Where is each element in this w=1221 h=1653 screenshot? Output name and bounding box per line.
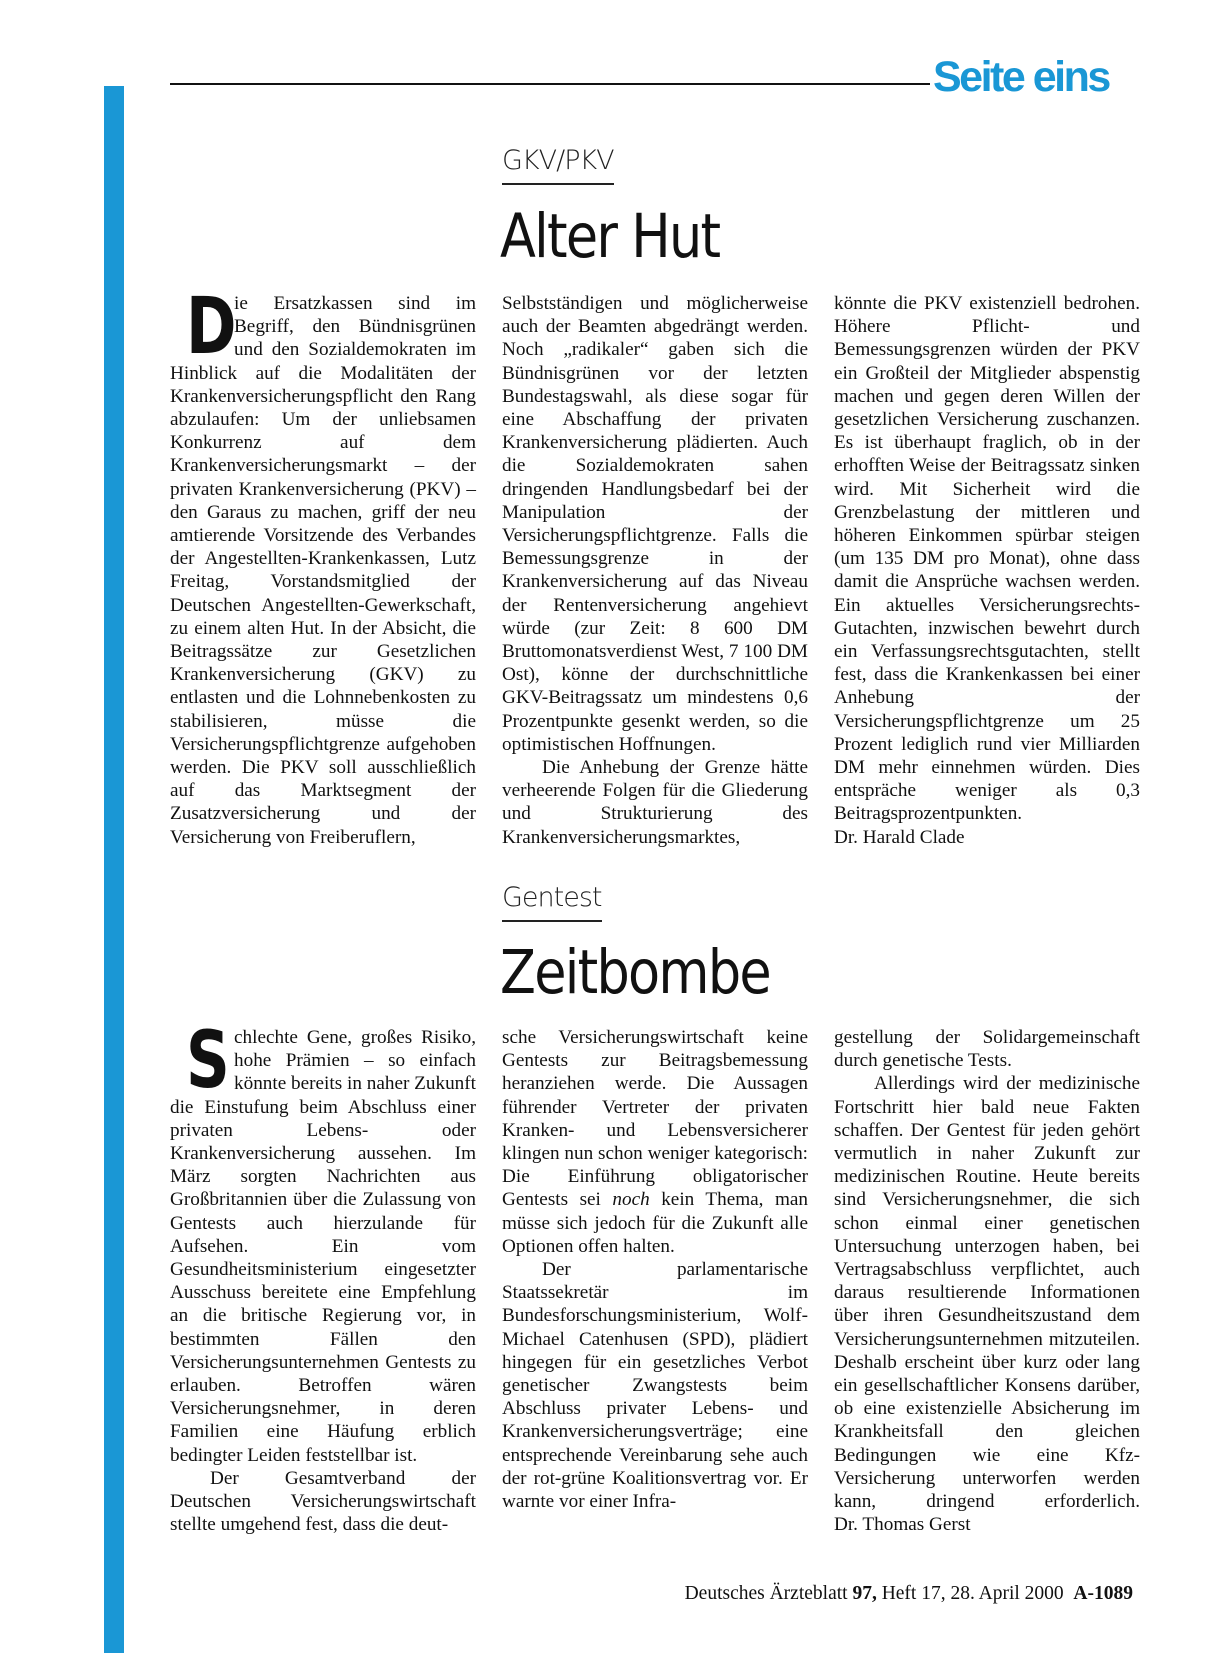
article2-headline: Zeitbombe <box>500 937 770 1008</box>
article2-col2-paragraph-2: Der parlamentarische Staatssekretär im Bundesforschungsministerium, Wolf-Michael Catenhusen (SPD), plädiert hingegen für ein gesetzliches Verbot genetischer Zwangstests beim Abschluss privater Lebens- und Krankenversicherungsverträge; eine entsprechende Vereinbarung sehe auch der rot-grüne Koalitionsvertrag vor. Er warnte vor einer Infra- <box>502 1259 808 1513</box>
article2-col2-text-a: sche Versicherungswirtschaft keine Gentests zur Beitragsbemessung heranziehen werde. Die Aussagen führender Vertreter der privaten Kranken- und Lebensversicherer klingen nun schon weniger kategorisch: Die Einführung obligatorischer Gentests sei <box>502 1027 808 1211</box>
header-rule <box>170 83 930 85</box>
footer-journal: Deutsches Ärzteblatt <box>684 1583 848 1604</box>
article2-column-1 <box>170 1016 476 1536</box>
article1-col3-text: könnte die PKV existenziell bedrohen. Höhere Pflicht- und Bemessungsgrenzen würden der PKV ein Großteil der Mitglieder abspenstig machen und gegen deren Willen der gesetzlichen Versicherung zuschanzen. Es ist überhaupt fraglich, ob in der erhofften Weise der Beitragssatz sinken wird. Mit Sicherheit wird die Grenzbelastung der mittleren und höheren Einkommen spürbar steigen (um 135 DM pro Monat), ohne dass damit die Ansprüche wachsen werden. Ein aktuelles Versicherungsrechts-Gutachten, inzwischen bewehrt durch ein Verfassungsrechtsgutachten, stellt fest, dass die Krankenkassen bei einer Anhebung der Versicherungspflichtgrenze um 25 Prozent lediglich rund vier Milliarden DM mehr einnehmen würden. Dies entspräche weniger als 0,3 Beitragsprozentpunkten. <box>834 293 1140 825</box>
footer-page-number: A-1089 <box>1073 1583 1133 1604</box>
article2-col3-text: Allerdings wird der medizinische Fortschritt hier bald neue Fakten schaffen. Der Gentest für jeden gehört vermutlich in naher Zukunft zur medizinischen Routine. Heute bereits sind Versicherungsnehmer, die sich schon einmal einer genetischen Untersuchung unterzogen haben, bei Vertragsabschluss verpflichtet, auch daraus resultierende Informationen über ihren Gesundheitszustand dem Versicherungsunternehmen mitzuteilen. Deshalb erscheint über kurz oder lang ein gesellschaftlicher Konsens darüber, ob eine existenzielle Absicherung im Krankheitsfall den gleichen Bedingungen wie eine Kfz-Versicherung unterworfen werden kann, dringend erforderlich. <box>834 1073 1140 1513</box>
article1-col1-text: ie Ersatzkassen sind im Begriff, den Bündnisgrünen und den Sozialdemokraten im Hinblick auf die Modalitäten der Krankenversicherungspflicht den Rang abzulaufen: Um der unliebsamen Konkurrenz auf dem Krankenversicherungsmarkt – der privaten Krankenversicherung (PKV) – den Garaus zu machen, griff der neu amtierende Vorsitzende des Verbandes der Angestellten-Krankenkassen, Lutz Freitag, Vorstandsmitglied der Deutschen Angestellten-Gewerkschaft, zu einem alten Hut. In der Absicht, die Beitragssätze zur Gesetzlichen Krankenversicherung (GKV) zu entlasten und die Lohnnebenkosten zu stabilisieren, müsse die Versicherungspflichtgrenze aufgehoben werden. Die PKV soll ausschließlich auf das Marktsegment der Zusatzversicherung und der Versicherung von Freiberuflern, <box>170 293 476 848</box>
article1-column-1 <box>170 282 476 849</box>
article2-col1-text: chlechte Gene, großes Risiko, hohe Prämien – so einfach könnte bereits in naher Zukunft die Einstufung beim Abschluss einer privaten Lebens- oder Krankenversicherung aussehen. Im März sorgten Nachrichten aus Großbritannien über die Zulassung von Gentests auch hierzulande für Aufsehen. Ein vom Gesundheitsministerium eingesetzter Ausschuss bereitete eine Empfehlung an die britische Regierung vor, in bestimmten Fällen den Versicherungsunternehmen Gentests zu erlauben. Betroffen wären Versicherungsnehmer, in deren Familien eine Häufung erblich bedingter Leiden feststellbar ist. <box>170 1027 476 1466</box>
article1-headline: Alter Hut <box>500 201 720 272</box>
article1-author: Dr. Harald Clade <box>834 826 965 848</box>
article1-column-3 <box>834 292 1140 849</box>
article2-col3-paragraph-1: gestellung der Solidargemeinschaft durch genetische Tests. <box>834 1027 1140 1072</box>
page-footer <box>685 1583 1133 1605</box>
article2-column-3 <box>834 1026 1140 1536</box>
footer-issue-date: Heft 17, 28. April 2000 <box>881 1583 1064 1604</box>
footer-volume: 97, <box>852 1583 877 1604</box>
article2-col2-text-b: kein Thema, man müsse sich jedoch für die Zukunft alle Optionen offen halten. <box>502 1189 808 1257</box>
article1-col2-paragraph-1: Selbstständigen und möglicherweise auch der Beamten abgedrängt werden. Noch „radikaler“ gaben sich die Bündnisgrünen vor der letzten Bundestagswahl, als diese sogar für eine Abschaffung der privaten Krankenversicherung plädierten. Auch die Sozialdemokraten sahen dringenden Handlungsbedarf bei der Manipulation der Versicherungspflichtgrenze. Falls die Bemessungsgrenze in der Krankenversicherung auf das Niveau der Rentenversicherung angehievt würde (zur Zeit: 8 600 DM Bruttomonatsverdienst West, 7 100 DM Ost), könne der durchschnittliche GKV-Beitragssatz um mindestens 0,6 Prozentpunkte gesenkt werden, so die optimistischen Hoffnungen. <box>502 293 808 755</box>
article1-column-2 <box>502 292 808 849</box>
article2-col1-paragraph-2: Der Gesamtverband der Deutschen Versicherungswirtschaft stellte umgehend fest, dass die deut- <box>170 1467 476 1536</box>
article2-dropcap: S <box>186 1016 230 1106</box>
article2-column-2 <box>502 1026 808 1513</box>
article2-kicker: Gentest <box>502 882 602 922</box>
section-title: Seite eins <box>933 53 1109 101</box>
article2-col2-emphasis: noch <box>612 1189 650 1211</box>
article1-kicker: GKV/PKV <box>502 145 614 185</box>
article2-author: Dr. Thomas Gerst <box>834 1514 971 1536</box>
accent-side-bar <box>104 86 124 1653</box>
article1-dropcap: D <box>186 282 237 372</box>
article1-col2-paragraph-2: Die Anhebung der Grenze hätte verheerende Folgen für die Gliederung und Strukturierung des Krankenversicherungsmarktes, <box>502 757 808 848</box>
